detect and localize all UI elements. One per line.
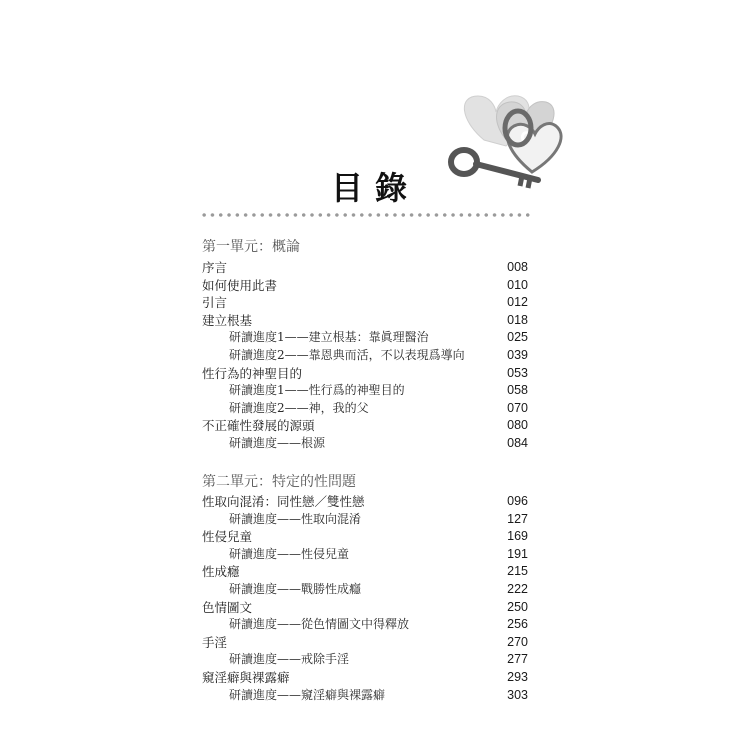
toc-subentry[interactable] <box>202 581 528 599</box>
toc-entry-page: 191 <box>507 546 528 561</box>
toc-entry-label: 研讀進度——戰勝性成癮 <box>229 581 362 596</box>
toc-subentry[interactable] <box>202 511 528 529</box>
toc-subentry[interactable] <box>202 687 528 705</box>
toc-entry-page: 277 <box>507 652 528 667</box>
toc-entry[interactable] <box>202 669 528 687</box>
toc-entry-label: 如何使用此書 <box>202 277 278 293</box>
toc-entry-label: 手淫 <box>202 634 228 650</box>
toc-entry-label: 研讀進度——性侵兒童 <box>229 546 350 561</box>
toc-entry-page: 215 <box>507 564 528 579</box>
toc-entry-label: 建立根基 <box>202 312 253 328</box>
toc-entry-page: 222 <box>507 581 528 596</box>
toc-entry[interactable] <box>202 365 528 383</box>
toc-entry[interactable] <box>202 294 528 312</box>
toc-entry-label: 研讀進度——從色情圖文中得釋放 <box>229 617 410 632</box>
toc-subentry[interactable] <box>202 347 528 365</box>
toc-entry[interactable] <box>202 563 528 581</box>
toc-entry[interactable] <box>202 417 528 435</box>
toc-entry-page: 127 <box>507 511 528 526</box>
toc-entry-label: 研讀進度2——靠恩典而活，不以表現爲導向 <box>229 347 465 362</box>
toc-entry-label: 引言 <box>202 295 228 311</box>
toc-entry-page: 012 <box>507 295 528 310</box>
toc-subentry[interactable] <box>202 616 528 634</box>
page-title: 目錄 <box>330 169 419 207</box>
toc-section-2 <box>202 493 528 704</box>
toc-subentry[interactable] <box>202 382 528 400</box>
toc-entry-label: 性取向混淆：同性戀／雙性戀 <box>202 494 365 509</box>
toc-entry-page: 008 <box>507 260 528 274</box>
toc-entry-label: 不正確性發展的源頭 <box>202 418 315 434</box>
toc-section-1 <box>202 259 528 453</box>
toc-entry[interactable] <box>202 277 528 295</box>
toc-entry[interactable] <box>202 493 528 511</box>
toc-entry-label: 性成癮 <box>202 564 240 580</box>
toc-entry-label: 窺淫癖與裸露癖 <box>202 669 290 685</box>
toc-entry-label: 研讀進度——性取向混淆 <box>229 511 362 526</box>
toc-entry-page: 270 <box>507 634 528 649</box>
toc-entry-label: 研讀進度——戒除手淫 <box>229 652 350 667</box>
toc-entry-label: 序言 <box>202 260 228 275</box>
toc-entry-label: 研讀進度2——神，我的父 <box>229 400 369 415</box>
toc-entry-page: 096 <box>507 494 528 508</box>
toc-entry-page: 018 <box>507 312 528 327</box>
toc-entry-page: 084 <box>507 435 528 450</box>
toc-entry-label: 研讀進度1——建立根基：靠眞理醫治 <box>229 330 429 345</box>
toc-entry-page: 303 <box>507 687 528 702</box>
toc-subentry[interactable] <box>202 651 528 669</box>
section-heading-1: 第一單元：概論 <box>202 239 300 255</box>
toc-entry-label: 色情圖文 <box>202 599 253 615</box>
toc-entry-page: 256 <box>507 617 528 632</box>
toc-entry-page: 169 <box>507 529 528 544</box>
toc-subentry[interactable] <box>202 546 528 564</box>
toc-entry-page: 293 <box>507 669 528 684</box>
toc-entry-label: 研讀進度——窺淫癖與裸露癖 <box>229 687 386 702</box>
toc-entry-label: 性行為的神聖目的 <box>202 365 303 381</box>
dotted-divider <box>200 212 532 218</box>
toc-entry-label: 研讀進度——根源 <box>229 435 326 450</box>
toc-entry[interactable] <box>202 312 528 330</box>
toc-subentry[interactable] <box>202 400 528 418</box>
toc-entry[interactable] <box>202 259 528 277</box>
toc-entry-page: 058 <box>507 383 528 398</box>
toc-entry-page: 250 <box>507 599 528 614</box>
toc-entry[interactable] <box>202 599 528 617</box>
toc-entry-page: 053 <box>507 365 528 380</box>
toc-entry-label: 研讀進度1——性行爲的神聖目的 <box>229 383 405 398</box>
toc-entry-page: 010 <box>507 277 528 292</box>
toc-subentry[interactable] <box>202 435 528 453</box>
toc-entry[interactable] <box>202 528 528 546</box>
toc-entry-page: 025 <box>507 330 528 345</box>
toc-entry-page: 039 <box>507 347 528 362</box>
section-heading-2: 第二單元：特定的性問題 <box>202 474 356 490</box>
toc-entry-page: 070 <box>507 400 528 415</box>
toc-subentry[interactable] <box>202 329 528 347</box>
toc-entry-page: 080 <box>507 418 528 433</box>
toc-entry-label: 性侵兒童 <box>202 529 253 545</box>
toc-entry[interactable] <box>202 634 528 652</box>
